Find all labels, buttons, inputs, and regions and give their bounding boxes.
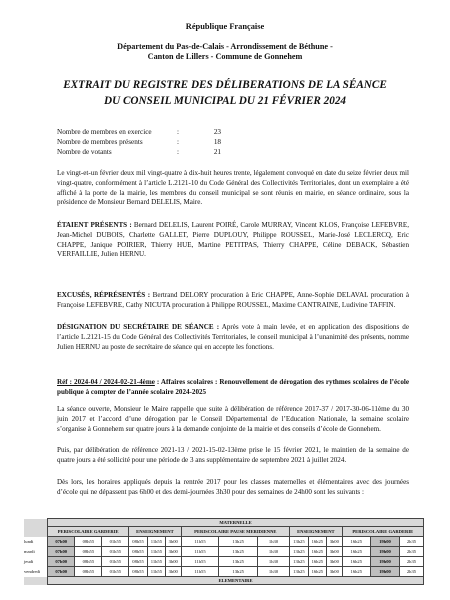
time-cell: 1h30 bbox=[257, 567, 289, 577]
time-cell: 3h00 bbox=[165, 567, 181, 577]
time-cell: 16h25 bbox=[308, 557, 326, 567]
table-row bbox=[24, 547, 424, 557]
time-cell: 08h55 bbox=[129, 547, 147, 557]
time-cell: 08h55 bbox=[75, 537, 102, 547]
time-cell: 16h25 bbox=[308, 567, 326, 577]
time-cell: 1h30 bbox=[257, 547, 289, 557]
table-header-row bbox=[24, 527, 424, 537]
time-cell: 16h25 bbox=[308, 537, 326, 547]
time-cell: 19h00 bbox=[370, 547, 399, 557]
section-maternelle: MATERNELLE bbox=[48, 519, 424, 527]
time-cell: 13h25 bbox=[290, 537, 308, 547]
reference-paragraph bbox=[57, 378, 409, 398]
context-paragraph-3: Dès lors, les horaires appliqués depuis la rentrée 2017 pour les classes maternelles et élémentaires avec des journées d’école qui ne dépassent pas 6h00 et des demi-journées 3h30 pour des semaines de 24h00 sont les suivants : bbox=[57, 478, 409, 496]
time-cell: 13h25 bbox=[219, 537, 257, 547]
time-cell: 13h25 bbox=[219, 547, 257, 557]
document-title-line-2: DU CONSEIL MUNICIPAL DU 21 FÉVRIER 2024 bbox=[103, 95, 347, 107]
time-cell: 07h00 bbox=[48, 547, 75, 557]
time-cell: 3h00 bbox=[327, 567, 343, 577]
day-cell: vendredi bbox=[24, 569, 41, 574]
count-sep: : bbox=[177, 128, 179, 136]
time-cell: 19h00 bbox=[370, 557, 399, 567]
time-cell: 2h35 bbox=[399, 537, 423, 547]
header-cell: PERISCOLAIRE GARDERIE bbox=[342, 527, 423, 537]
reference-number: Réf : 2024-04 / 2024-02-21-4ème bbox=[57, 378, 155, 386]
time-cell: 3h00 bbox=[165, 557, 181, 567]
context-paragraph-1: La séance ouverte, Monsieur le Maire rappelle que suite à délibération de référence 2017-37 / 2017-30-06-11ème du 30 juin 2017 et l’accord d’une dérogation par le Conseil Départemental de l’Education Nationale, la semaine scolaire s’organise à Gonnehem sur quatre jours à la demande conjointe de la mairie et des conseils d’école de Gonnehem. bbox=[57, 405, 409, 433]
count-label: Nombre de votants bbox=[57, 148, 112, 156]
count-label: Nombre de membres présents bbox=[57, 138, 143, 146]
time-cell: 1h30 bbox=[257, 537, 289, 547]
count-value: 18 bbox=[213, 138, 221, 146]
header-cell: PERISCOLAIRE GARDERIE bbox=[48, 527, 129, 537]
table-section-row bbox=[24, 577, 424, 585]
time-cell: 01h55 bbox=[102, 567, 129, 577]
table-section-row bbox=[24, 519, 424, 527]
time-cell: 08h55 bbox=[129, 557, 147, 567]
time-cell: 08h55 bbox=[129, 537, 147, 547]
time-cell: 07h00 bbox=[48, 557, 75, 567]
count-label: Nombre de membres en exercice bbox=[57, 128, 152, 136]
excused-paragraph bbox=[57, 291, 409, 311]
time-cell: 11h55 bbox=[147, 567, 165, 577]
reference-subject: : Affaires scolaires : Renouvellement de dérogation des rythmes scolaires de l’école publique à compter de l’année scolaire 2024-2025 bbox=[57, 378, 409, 396]
time-cell: 16h25 bbox=[342, 537, 370, 547]
time-cell: 16h25 bbox=[342, 557, 370, 567]
header-cell: ENSEIGNEMENT bbox=[290, 527, 342, 537]
table-body bbox=[24, 537, 424, 577]
opening-paragraph: Le vingt-et-un février deux mil vingt-quatre à dix-huit heures trente, légalement convoqué en date du seize février deux mil vingt-quatre, conformément à l’article L.2121-10 du Code Général des Collectivités Territoriales, dont un exemplaire a été affiché à la porte de la mairie, les membres du conseil municipal se sont réunis en mairie, en séance ordinaire, sous la présidence de Monsieur Bernard DELELIS, Maire. bbox=[57, 169, 409, 207]
time-cell: 11h55 bbox=[147, 537, 165, 547]
present-list: Bernard DELELIS, Laurent POIRÉ, Carole MURRAY, Vincent KLOS, Françoise LEFEBVRE, Jean-Michel DUBOIS, Charlette GALLET, Pierre DUPLOUY, Philippe ROUSSEL, Marie-José LECLERCQ, Eric CHAPPE, Janique POIRIER, Thierry HUE, Martine PETITPAS, Thierry CHAPPE, Céline DEBACK, Sébastien VERFAILLIE, Julien HERNU. bbox=[57, 221, 409, 259]
present-label: ÉTAIENT PRÉSENTS : bbox=[57, 221, 132, 229]
header-cell: PERISCOLAIRE PAUSE MERIDIENNE bbox=[181, 527, 290, 537]
time-cell: 01h55 bbox=[102, 537, 129, 547]
count-value: 23 bbox=[213, 128, 221, 136]
time-cell: 2h35 bbox=[399, 547, 423, 557]
excused-list: Bertrand DELORY procuration à Eric CHAPPE, Anne-Sophie DELAVAL procuration à Françoise LEFEBVRE, Cathy NICUTA procuration à Philippe ROUSSEL, Maxime CANTRAINE, Ludivine TAFFIN. bbox=[57, 291, 409, 309]
count-sep: : bbox=[177, 148, 179, 156]
schedule-table bbox=[24, 518, 424, 585]
time-cell: 11h55 bbox=[147, 557, 165, 567]
time-cell: 08h55 bbox=[75, 547, 102, 557]
time-cell: 01h55 bbox=[102, 557, 129, 567]
time-cell: 13h25 bbox=[219, 557, 257, 567]
time-cell: 13h25 bbox=[219, 567, 257, 577]
department-line-2: Canton de Lillers - Commune de Gonnehem bbox=[147, 52, 303, 61]
time-cell: 16h25 bbox=[342, 567, 370, 577]
time-cell: 19h00 bbox=[370, 567, 399, 577]
time-cell: 3h00 bbox=[327, 547, 343, 557]
count-row bbox=[57, 147, 221, 157]
time-cell: 11h55 bbox=[181, 567, 219, 577]
count-row bbox=[57, 127, 221, 137]
secretary-paragraph bbox=[57, 323, 409, 352]
time-cell: 2h35 bbox=[399, 567, 423, 577]
day-cell: jeudi bbox=[24, 559, 34, 564]
secretary-text: Après vote à main levée, et en application des dispositions de l’article L.2121-15 du Code Général des Collectivités Territoriales, le conseil municipal à l’unanimité des présents, nomme Julien HERNU au poste de secrétaire de séance qui en accepte les fonctions. bbox=[57, 323, 409, 351]
table-row bbox=[24, 537, 424, 547]
document-title-line-1: EXTRAIT DU REGISTRE DES DÉLIBERATIONS DE LA SÉANCE bbox=[63, 79, 387, 91]
time-cell: 3h00 bbox=[165, 537, 181, 547]
time-cell: 11h55 bbox=[147, 547, 165, 557]
member-counts bbox=[57, 127, 221, 157]
time-cell: 08h55 bbox=[75, 557, 102, 567]
time-cell: 08h55 bbox=[75, 567, 102, 577]
excused-label: EXCUSÉS, RÉPRÉSENTÉS : bbox=[57, 291, 151, 299]
count-row bbox=[57, 137, 221, 147]
secretary-label: DÉSIGNATION DU SECRÉTAIRE DE SÉANCE : bbox=[57, 323, 220, 331]
department-line-1: Département du Pas-de-Calais - Arrondissement de Béthune - bbox=[117, 42, 333, 51]
time-cell: 07h00 bbox=[48, 537, 75, 547]
time-cell: 16h25 bbox=[308, 547, 326, 557]
time-cell: 07h00 bbox=[48, 567, 75, 577]
header-cell: ENSEIGNEMENT bbox=[129, 527, 181, 537]
count-value: 21 bbox=[213, 148, 221, 156]
time-cell: 11h55 bbox=[181, 537, 219, 547]
time-cell: 13h25 bbox=[290, 547, 308, 557]
time-cell: 13h25 bbox=[290, 567, 308, 577]
time-cell: 3h00 bbox=[327, 537, 343, 547]
context-paragraph-2: Puis, par délibération de référence 2021-13 / 2021-15-02-13ème prise le 15 février 2021, le maintien de la semaine de quatre jours a été sollicité pour une période de 3 ans supplémentaire de septembre 2021 à juillet 2024. bbox=[57, 446, 409, 464]
time-cell: 08h55 bbox=[129, 567, 147, 577]
time-cell: 11h55 bbox=[181, 557, 219, 567]
day-cell: lundi bbox=[24, 539, 34, 544]
time-cell: 01h55 bbox=[102, 547, 129, 557]
section-elementaire: ELEMENTAIRE bbox=[48, 577, 424, 585]
table-row bbox=[24, 567, 424, 577]
present-members-paragraph bbox=[57, 221, 409, 260]
time-cell: 2h35 bbox=[399, 557, 423, 567]
time-cell: 19h00 bbox=[370, 537, 399, 547]
time-cell: 11h55 bbox=[181, 547, 219, 557]
time-cell: 3h00 bbox=[327, 557, 343, 567]
time-cell: 13h25 bbox=[290, 557, 308, 567]
count-sep: : bbox=[177, 138, 179, 146]
time-cell: 3h00 bbox=[165, 547, 181, 557]
time-cell: 16h25 bbox=[342, 547, 370, 557]
table-row bbox=[24, 557, 424, 567]
time-cell: 1h30 bbox=[257, 557, 289, 567]
day-cell: mardi bbox=[24, 549, 35, 554]
republique-header: République Française bbox=[185, 22, 265, 31]
